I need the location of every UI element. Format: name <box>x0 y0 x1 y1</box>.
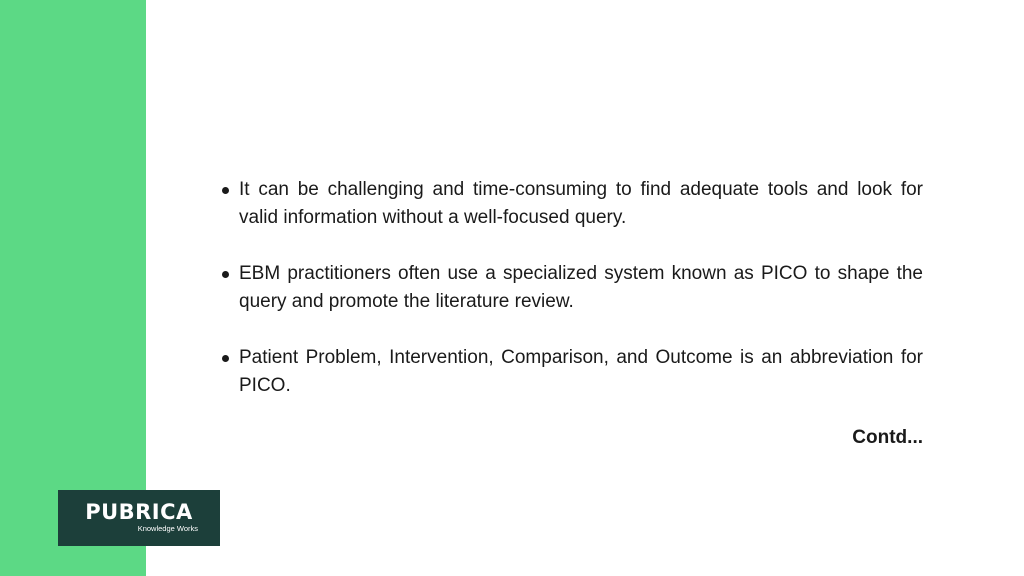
bullet-text: It can be challenging and time-consuming to find adequate tools and look for valid information without a well-focused query. <box>239 179 923 228</box>
pubrica-logo <box>58 490 220 546</box>
bullet-item <box>222 260 923 316</box>
continued-label: Contd... <box>852 427 923 448</box>
bullet-list <box>222 176 923 428</box>
bullet-dot-icon <box>222 271 229 278</box>
bullet-text: EBM practitioners often use a specialized system known as PICO to shape the query and promote the literature review. <box>239 263 923 312</box>
logo-name: PUBRICA <box>85 500 193 524</box>
bullet-item <box>222 344 923 400</box>
logo-tagline: Knowledge Works <box>137 524 198 533</box>
bullet-dot-icon <box>222 187 229 194</box>
bullet-text: Patient Problem, Intervention, Comparison, and Outcome is an abbreviation for PICO. <box>239 347 923 396</box>
bullet-item <box>222 176 923 232</box>
bullet-dot-icon <box>222 355 229 362</box>
